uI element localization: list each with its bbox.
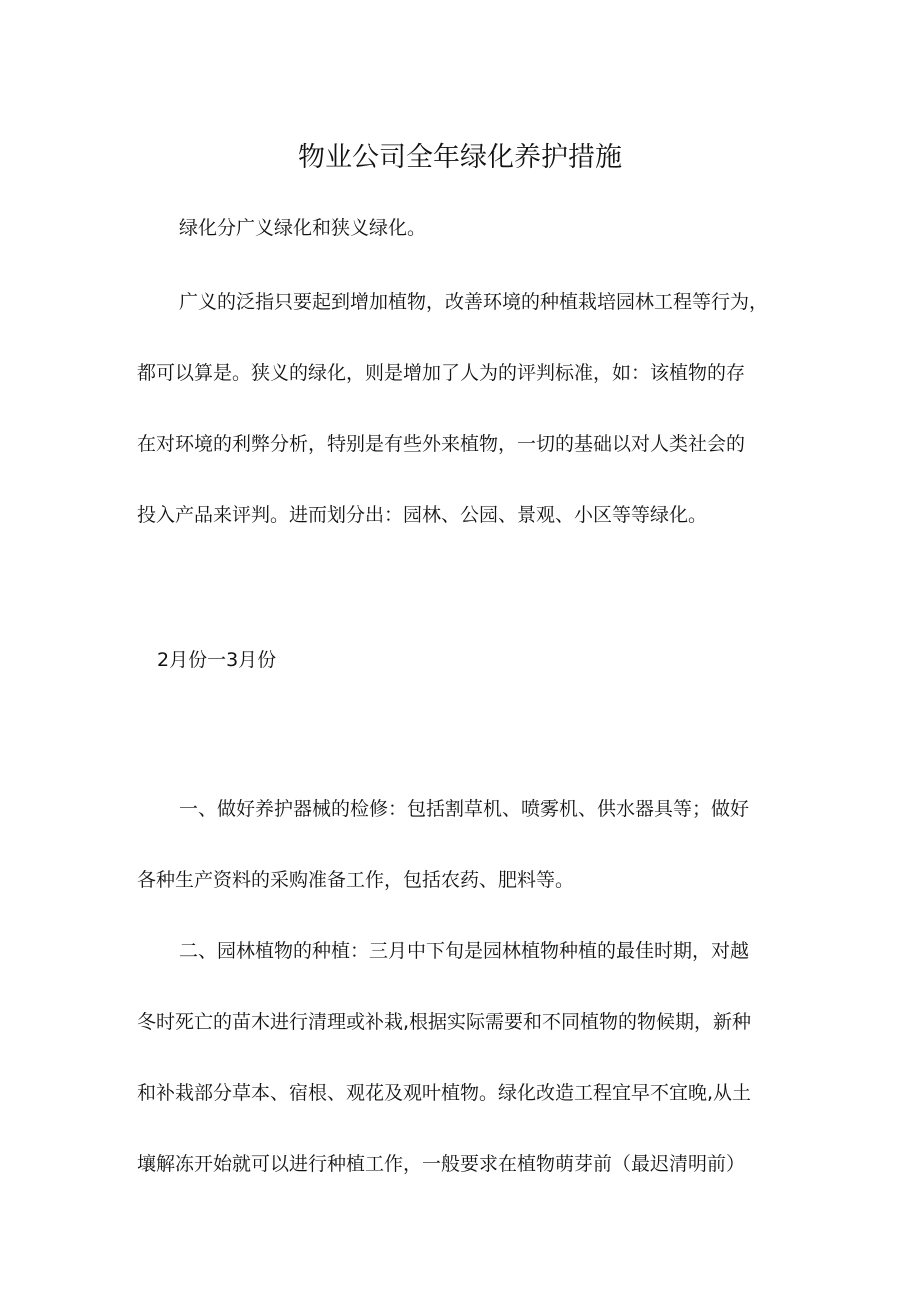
item1-line-2: 各种生产资料的采购准备工作，包括农药、肥料等。 bbox=[137, 869, 575, 891]
paragraph1-line-1: 广义的泛指只要起到增加植物，改善环境的种植栽培园林工程等行为， bbox=[179, 291, 769, 313]
item1-line-1: 一、做好养护器械的检修：包括割草机、喷雾机、供水器具等；做好 bbox=[179, 798, 750, 820]
item2-line-2: 冬时死亡的苗木进行清理或补栽,根据实际需要和不同植物的物候期，新种 bbox=[137, 1011, 752, 1033]
paragraph1-line-2: 都可以算是。狭义的绿化，则是增加了人为的评判标准，如：该植物的存 bbox=[137, 362, 746, 384]
item2-line-1: 二、园林植物的种植：三月中下旬是园林植物种植的最佳时期，对越 bbox=[179, 940, 750, 962]
paragraph1-line-4: 投入产品来评判。进而划分出：园林、公园、景观、小区等等绿化。 bbox=[137, 504, 708, 526]
section-heading: 2月份一3月份 bbox=[157, 649, 277, 671]
intro-line: 绿化分广义绿化和狭义绿化。 bbox=[179, 217, 427, 239]
item2-line-3: 和补栽部分草本、宿根、观花及观叶植物。绿化改造工程宜早不宜晚,从土 bbox=[137, 1082, 752, 1104]
document-title: 物业公司全年绿化养护措施 bbox=[298, 142, 622, 173]
paragraph1-line-3: 在对环境的利弊分析，特别是有些外来植物，一切的基础以对人类社会的 bbox=[137, 433, 746, 455]
item2-line-4: 壤解冻开始就可以进行种植工作，一般要求在植物萌芽前（最迟清明前） bbox=[137, 1153, 746, 1175]
